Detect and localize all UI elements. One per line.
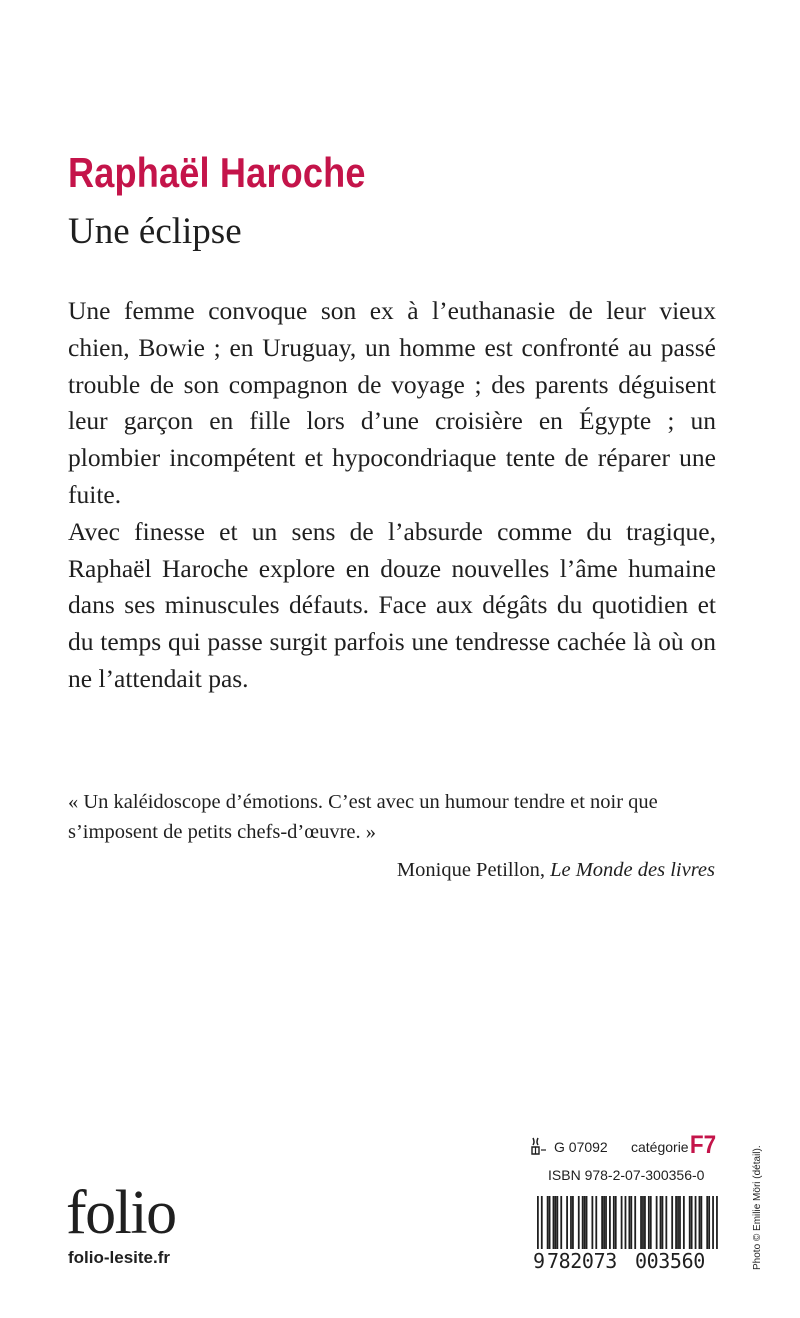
barcode-bar <box>603 1196 605 1250</box>
barcode-bar <box>621 1196 623 1250</box>
review-publication: Le Monde des livres <box>550 859 715 881</box>
barcode-bar <box>584 1196 586 1250</box>
review-attribution <box>397 856 715 885</box>
barcode-bar <box>640 1196 642 1250</box>
barcode-bar <box>609 1196 611 1250</box>
barcode-bar <box>699 1196 701 1250</box>
barcode-digits-right: 003560 <box>635 1249 705 1273</box>
barcode-bar <box>689 1196 691 1250</box>
barcode-bar <box>549 1196 551 1250</box>
barcode-bar <box>683 1196 685 1250</box>
barcode-bar <box>706 1196 708 1250</box>
barcode-bar <box>572 1196 574 1250</box>
price-category: F7 <box>689 1131 716 1159</box>
barcode-bar <box>650 1196 652 1250</box>
barcode-bar <box>679 1196 681 1250</box>
folio-logo: folio <box>66 1179 176 1247</box>
barcode-bar <box>595 1196 597 1250</box>
barcode-digits-left: 782073 <box>547 1249 617 1273</box>
publisher-mark-icon <box>530 1136 548 1156</box>
book-title: Une éclipse <box>68 211 242 252</box>
barcode-bar <box>555 1196 557 1250</box>
barcode-bar <box>556 1196 558 1250</box>
review-quote: « Un kaléidoscope d’émotions. C’est avec un humour tendre et noir que s’imposent de petits chefs-d’œuvre. » <box>68 791 658 843</box>
barcode-bar <box>695 1196 697 1250</box>
blurb-paragraph-2: Avec finesse et un sens de l’absurde comme du tragique, Raphaël Haroche explore en douze nouvelles l’âme humaine dans ses minuscules défauts. Face aux dégâts du quotidien et du temps qui passe surgit parfois une tendresse cachée là où on ne l’attendait pas. <box>68 516 716 693</box>
barcode-bar <box>605 1196 607 1250</box>
barcode-bar <box>660 1196 662 1250</box>
barcode-bar <box>570 1196 572 1250</box>
barcode-bar <box>648 1196 650 1250</box>
barcode-bar <box>586 1196 588 1250</box>
barcode-bar <box>553 1196 555 1250</box>
author-name: Raphaël Haroche <box>68 149 366 196</box>
barcode-bar <box>665 1196 667 1250</box>
barcode-bar <box>591 1196 593 1250</box>
catalog-code: G 07092 <box>554 1139 608 1155</box>
back-cover-blurb <box>68 293 716 698</box>
barcode-bar <box>700 1196 702 1250</box>
barcode-digit-first: 9 <box>533 1249 545 1273</box>
barcode-bar <box>582 1196 584 1250</box>
barcode-bar <box>656 1196 658 1250</box>
category-label: catégorie <box>631 1139 689 1155</box>
barcode-bar <box>560 1196 562 1250</box>
barcode-bar <box>708 1196 710 1250</box>
blurb-paragraph-1: Une femme convoque son ex à l’euthanasie de leur vieux chien, Bowie ; en Uruguay, un homme est confronté au passé trouble de son compagnon de voyage ; des parents déguisent leur garçon en fille lors d’une croisière en Égypte ; un plombier incompétent et hypocondriaque tente de réparer une fuite. <box>68 296 716 509</box>
barcode-digits <box>533 1249 719 1273</box>
barcode-bar <box>642 1196 644 1250</box>
barcode-bar <box>691 1196 693 1250</box>
isbn-number: ISBN 978-2-07-300356-0 <box>548 1167 705 1183</box>
barcode-bar <box>601 1196 603 1250</box>
reviewer-name: Monique Petillon, <box>396 859 551 881</box>
publisher-website: folio-lesite.fr <box>68 1248 171 1267</box>
catalog-code-line <box>530 1131 716 1160</box>
barcode-bar <box>547 1196 549 1250</box>
barcode-bar <box>644 1196 646 1250</box>
barcode-bar <box>675 1196 677 1250</box>
barcode-bar <box>615 1196 617 1250</box>
barcode-bar <box>662 1196 664 1250</box>
barcode-bar <box>578 1196 580 1250</box>
barcode-bar <box>634 1196 636 1250</box>
barcode-bar <box>671 1196 673 1250</box>
barcode-bar <box>613 1196 615 1250</box>
barcode-bar <box>566 1196 568 1250</box>
photo-credit: Photo © Emilie Möri (détail). <box>752 1145 763 1270</box>
barcode-bar <box>677 1196 679 1250</box>
